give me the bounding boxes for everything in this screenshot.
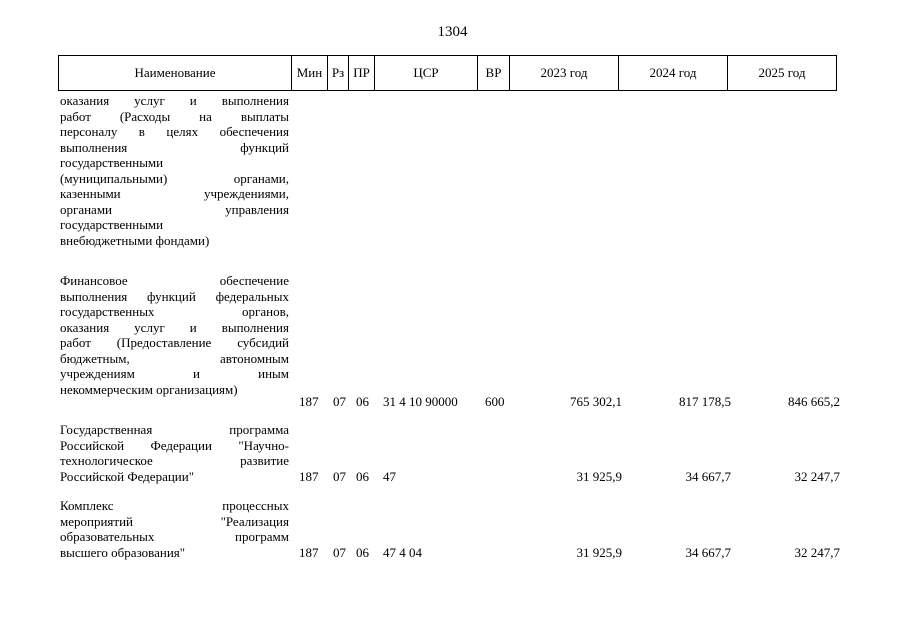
row-name-line: оказания услуг и выполнения (60, 93, 289, 108)
header-vr: ВР (478, 56, 510, 91)
row-name-line: образовательных программ (60, 529, 289, 544)
table-header (58, 55, 837, 91)
row-pr: 06 (356, 545, 369, 560)
row-name-line: казенными учреждениями, (60, 186, 289, 201)
header-csr: ЦСР (375, 56, 478, 91)
row-name-line: технологическое развитие (60, 453, 289, 468)
header-2023: 2023 год (510, 56, 619, 91)
row-2025: 32 247,7 (794, 469, 840, 484)
row-name-line: мероприятий "Реализация (60, 513, 289, 529)
row-csr: 47 (383, 469, 396, 484)
row-name-line: высшего образования" (60, 544, 186, 560)
row-rz: 07 (333, 469, 346, 484)
row-2023: 31 925,9 (576, 469, 622, 484)
row-name-line: работ (Предоставление субсидий (60, 335, 289, 350)
row-2023: 31 925,9 (576, 545, 622, 560)
row-pr: 06 (356, 469, 369, 484)
row-min: 187 (299, 394, 319, 409)
row-name-line: персоналу в целях обеспечения (60, 124, 289, 139)
row-name (60, 422, 289, 484)
row-name-line: государственных органов, (60, 304, 289, 319)
row-2025: 846 665,2 (788, 394, 840, 409)
row-2023: 765 302,1 (570, 394, 622, 409)
row-name-line: (муниципальными) органами, (60, 170, 289, 186)
row-name (60, 273, 289, 397)
row-name-line: органами управления (60, 201, 289, 217)
header-min: Мин (292, 56, 328, 91)
row-name-line: Российской Федерации" (60, 468, 195, 484)
row-vr: 600 (485, 394, 505, 409)
row-csr: 47 4 04 (383, 545, 422, 560)
header-2025: 2025 год (728, 56, 837, 91)
row-rz: 07 (333, 545, 346, 560)
row-min: 187 (299, 545, 319, 560)
row-name-line: некоммерческим организациям) (60, 381, 238, 397)
row-name-line: Комплекс процессных (60, 498, 289, 513)
row-name-line: Российской Федерации "Научно- (60, 437, 289, 453)
header-pr: ПР (349, 56, 375, 91)
row-csr: 31 4 10 90000 (383, 394, 458, 409)
row-rz: 07 (333, 394, 346, 409)
row-2025: 32 247,7 (794, 545, 840, 560)
row-2024: 817 178,5 (679, 394, 731, 409)
row-2024: 34 667,7 (685, 469, 731, 484)
row-name-line: государственными (60, 217, 164, 232)
row-name-line: работ (Расходы на выплаты (60, 108, 289, 124)
header-2024: 2024 год (619, 56, 728, 91)
row-name-line: выполнения функций (60, 139, 289, 155)
row-name-line: внебюджетными фондами) (60, 232, 210, 248)
row-pr: 06 (356, 394, 369, 409)
row-name-line: выполнения функций федеральных (60, 288, 289, 304)
row-name-line: Финансовое обеспечение (60, 273, 289, 288)
row-2024: 34 667,7 (685, 545, 731, 560)
row-name (60, 498, 289, 560)
page-number: 1304 (437, 24, 468, 40)
row-name-line: оказания услуг и выполнения (60, 319, 289, 335)
row-name-line: Государственная программа (60, 422, 289, 437)
header-name: Наименование (59, 56, 292, 91)
header-rz: Рз (328, 56, 349, 91)
row-name-line: учреждениям и иным (60, 366, 289, 381)
row-min: 187 (299, 469, 319, 484)
row-name-line: государственными (60, 155, 164, 170)
row-name-line: бюджетным, автономным (60, 350, 289, 366)
row-name (60, 93, 289, 248)
